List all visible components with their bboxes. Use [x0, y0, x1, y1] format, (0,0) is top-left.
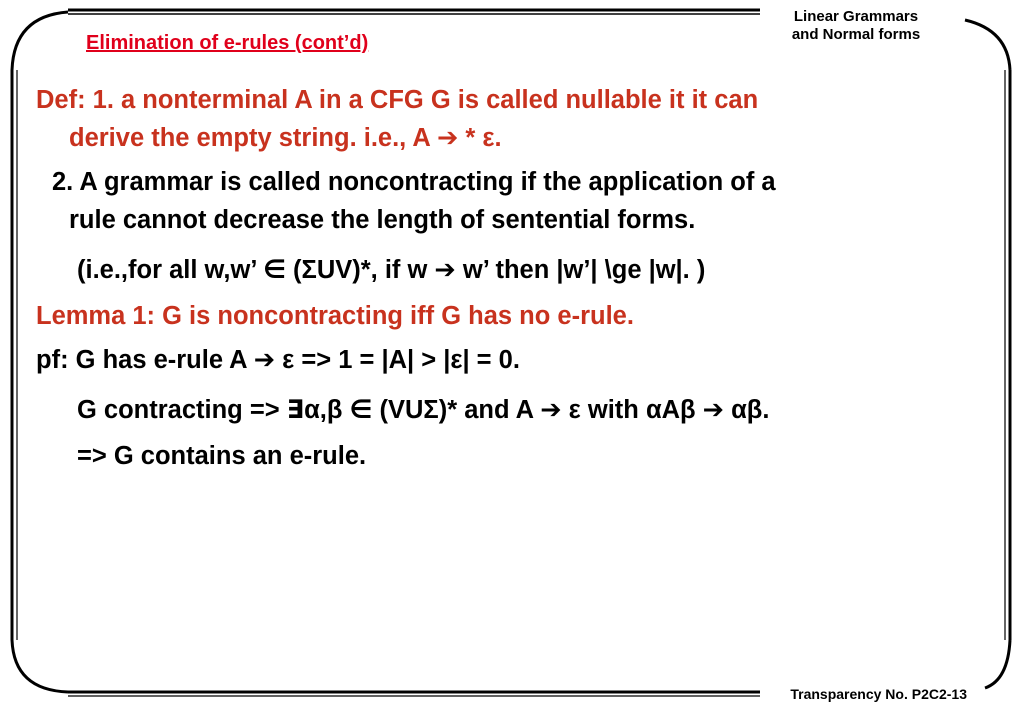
course-title-line2: and Normal forms — [791, 26, 921, 43]
course-title — [771, 8, 941, 44]
lemma-1: Lemma 1: G is noncontracting iff G has no e-rule. — [36, 302, 634, 330]
def1-line2: derive the empty string. i.e., A ➔ * ε. — [69, 124, 502, 152]
proof-line2: G contracting => ∃α,β ∈ (VUΣ)* and A ➔ ε with αAβ ➔ αβ. — [77, 396, 770, 424]
def2-line1: 2. A grammar is called noncontracting if the application of a — [52, 168, 776, 196]
transparency-number: Transparency No. P2C2-13 — [790, 686, 967, 702]
proof-line3: => G contains an e-rule. — [77, 442, 367, 470]
course-title-line1: Linear Grammars — [793, 8, 919, 25]
slide-title: Elimination of e-rules (cont’d) — [86, 32, 369, 54]
def2-line2: rule cannot decrease the length of sentential forms. — [69, 206, 696, 234]
def1-line1: Def: 1. a nonterminal A in a CFG G is called nullable it it can — [36, 86, 759, 114]
proof-line1: pf: G has e-rule A ➔ ε => 1 = |A| > |ε| = 0. — [36, 346, 520, 374]
def2-line3: (i.e.,for all w,w’ ∈ (ΣUV)*, if w ➔ w’ then |w’| \ge |w|. ) — [77, 256, 706, 284]
